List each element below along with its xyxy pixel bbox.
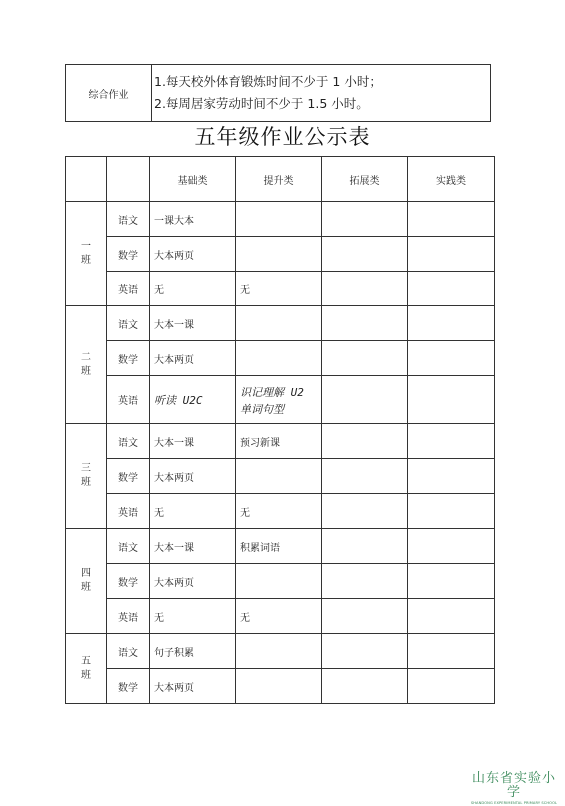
homework-cell xyxy=(408,494,495,529)
homework-cell xyxy=(408,341,495,376)
class-name-char: 班 xyxy=(81,477,91,488)
table-row xyxy=(66,634,495,669)
subject-cell: 英语 xyxy=(107,376,150,424)
homework-cell xyxy=(408,669,495,704)
homework-cell: 大本一课 xyxy=(150,306,236,341)
homework-cell xyxy=(236,669,322,704)
comprehensive-homework-table xyxy=(65,64,491,122)
homework-cell: 大本两页 xyxy=(150,341,236,376)
homework-cell: 大本一课 xyxy=(150,424,236,459)
homework-cell xyxy=(408,564,495,599)
header-basic: 基础类 xyxy=(150,157,236,202)
class-name-char: 四 xyxy=(81,568,91,579)
table-row xyxy=(66,272,495,306)
homework-cell: 预习新课 xyxy=(236,424,322,459)
homework-cell: 无 xyxy=(236,599,322,634)
table-row xyxy=(66,564,495,599)
homework-cell xyxy=(322,564,408,599)
subject-cell: 数学 xyxy=(107,341,150,376)
school-logo xyxy=(466,772,562,806)
table-row xyxy=(66,202,495,237)
subject-cell: 语文 xyxy=(107,424,150,459)
homework-cell xyxy=(322,529,408,564)
class-name-char: 班 xyxy=(81,365,91,377)
subject-cell: 数学 xyxy=(107,459,150,494)
table-body xyxy=(66,202,495,704)
homework-cell xyxy=(322,459,408,494)
class-name-char: 五 xyxy=(81,655,91,667)
homework-cell xyxy=(322,599,408,634)
rule-line-2: 2.每周居家劳动时间不少于 1.5 小时。 xyxy=(154,96,369,111)
homework-cell xyxy=(408,306,495,341)
homework-cell: 大本两页 xyxy=(150,564,236,599)
homework-cell xyxy=(408,424,495,459)
class-name-char: 班 xyxy=(81,254,91,266)
homework-cell: 无 xyxy=(150,494,236,529)
homework-cell xyxy=(236,341,322,376)
table-row xyxy=(66,599,495,634)
homework-cell xyxy=(408,599,495,634)
table-row xyxy=(66,529,495,564)
table-row xyxy=(66,459,495,494)
table-row xyxy=(66,341,495,376)
class-name-cell xyxy=(66,306,107,424)
class-name-cell xyxy=(66,202,107,306)
table-row xyxy=(66,669,495,704)
homework-cell: 大本两页 xyxy=(150,237,236,272)
class-name-char: 班 xyxy=(81,669,91,681)
comprehensive-homework-label: 综合作业 xyxy=(66,65,152,122)
homework-cell: 大本一课 xyxy=(150,529,236,564)
homework-cell xyxy=(408,459,495,494)
subject-cell: 语文 xyxy=(107,634,150,669)
homework-cell: 大本两页 xyxy=(150,459,236,494)
homework-cell: 无 xyxy=(150,272,236,306)
homework-cell xyxy=(236,237,322,272)
homework-cell xyxy=(322,341,408,376)
homework-cell: 大本两页 xyxy=(150,669,236,704)
subject-cell: 英语 xyxy=(107,599,150,634)
header-advanced: 提升类 xyxy=(236,157,322,202)
homework-cell xyxy=(322,669,408,704)
homework-cell xyxy=(408,272,495,306)
subject-cell: 数学 xyxy=(107,564,150,599)
subject-cell: 英语 xyxy=(107,272,150,306)
homework-cell: 听读 U2C xyxy=(150,376,236,424)
homework-cell xyxy=(322,424,408,459)
class-name-cell xyxy=(66,529,107,634)
table-row xyxy=(66,237,495,272)
homework-cell xyxy=(322,634,408,669)
subject-cell: 英语 xyxy=(107,494,150,529)
class-name-char: 二 xyxy=(81,351,91,363)
homework-cell: 无 xyxy=(236,272,322,306)
table-header-row xyxy=(66,157,495,202)
corner-cell xyxy=(107,157,150,202)
homework-cell xyxy=(322,306,408,341)
homework-cell xyxy=(408,634,495,669)
subject-cell: 数学 xyxy=(107,237,150,272)
school-logo-name: 山东省实验小学 xyxy=(471,771,556,800)
class-name-cell xyxy=(66,634,107,704)
homework-cell xyxy=(236,202,322,237)
page-title: 五年级作业公示表 xyxy=(194,125,371,149)
homework-cell: 积累词语 xyxy=(236,529,322,564)
homework-cell xyxy=(236,459,322,494)
school-logo-english: SHANDONG EXPERIMENTAL PRIMARY SCHOOL xyxy=(470,801,558,805)
class-name-char: 三 xyxy=(81,463,91,474)
homework-cell xyxy=(408,376,495,424)
header-extension: 拓展类 xyxy=(322,157,408,202)
homework-table xyxy=(65,156,495,704)
homework-cell: 无 xyxy=(150,599,236,634)
homework-cell: 一课大本 xyxy=(150,202,236,237)
class-name-char: 一 xyxy=(81,240,91,252)
homework-cell xyxy=(322,272,408,306)
homework-cell: 句子积累 xyxy=(150,634,236,669)
homework-cell xyxy=(236,306,322,341)
table-row xyxy=(66,306,495,341)
header-practice: 实践类 xyxy=(408,157,495,202)
homework-cell xyxy=(236,634,322,669)
homework-cell xyxy=(408,237,495,272)
rule-line-1: 1.每天校外体育锻炼时间不少于 1 小时； xyxy=(154,74,382,89)
homework-cell xyxy=(322,237,408,272)
homework-cell xyxy=(322,376,408,424)
homework-cell: 无 xyxy=(236,494,322,529)
comprehensive-homework-rules xyxy=(152,65,491,122)
homework-cell: 识记理解 U2 单词句型 xyxy=(236,376,322,424)
homework-cell xyxy=(322,494,408,529)
table-row xyxy=(66,424,495,459)
subject-cell: 语文 xyxy=(107,202,150,237)
table-row xyxy=(66,494,495,529)
subject-cell: 语文 xyxy=(107,306,150,341)
class-name-cell xyxy=(66,424,107,529)
table-row xyxy=(66,376,495,424)
corner-cell xyxy=(66,157,107,202)
homework-cell xyxy=(322,202,408,237)
homework-cell xyxy=(408,202,495,237)
homework-cell xyxy=(408,529,495,564)
subject-cell: 数学 xyxy=(107,669,150,704)
subject-cell: 语文 xyxy=(107,529,150,564)
homework-cell xyxy=(236,564,322,599)
class-name-char: 班 xyxy=(81,582,91,593)
